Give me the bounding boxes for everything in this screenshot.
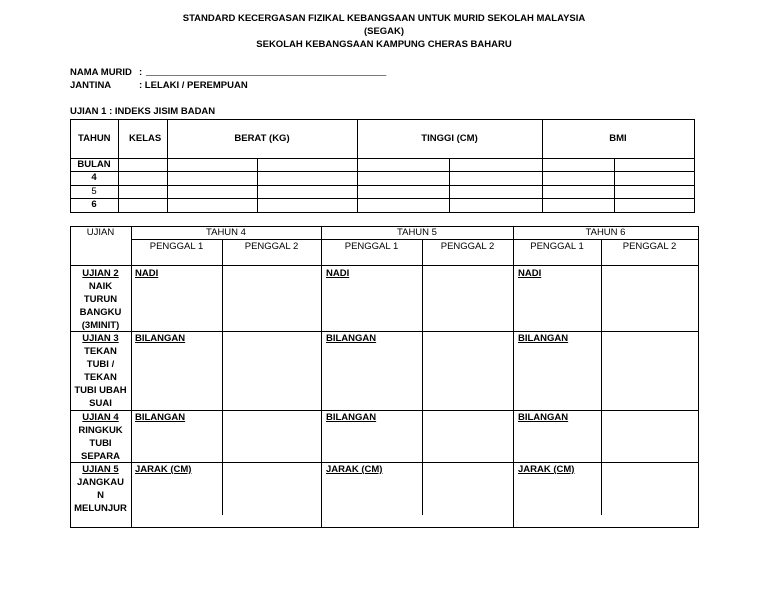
col-berat: BERAT (KG) (234, 133, 290, 144)
col-tahun-4: TAHUN 4 (206, 227, 246, 238)
test-name-line: (3MINIT) (81, 320, 120, 331)
measure-label: NADI (135, 268, 159, 279)
col-bmi: BMI (609, 133, 627, 144)
t5-penggal-1: PENGGAL 1 (344, 241, 399, 252)
test-ujian-2 (70, 267, 131, 332)
col-kelas: KELAS (129, 133, 162, 144)
test-name-line: TUBI (89, 438, 112, 449)
col-tahun: TAHUN (78, 133, 111, 144)
test-code: UJIAN 4 (82, 412, 119, 423)
measure-label: BILANGAN (518, 412, 569, 423)
test-name-line: TUBI UBAH (74, 385, 127, 396)
col-tinggi: TINGGI (CM) (421, 133, 478, 144)
school-name: SEKOLAH KEBANGSAAN KAMPUNG CHERAS BAHARU (256, 39, 512, 50)
col-tahun-6: TAHUN 6 (585, 227, 626, 238)
measure-label: BILANGAN (326, 412, 377, 423)
bmi-section-title: UJIAN 1 : INDEKS JISIM BADAN (70, 106, 216, 117)
test-name-line: BANGKU (79, 307, 122, 318)
gender-label: JANTINA (70, 80, 112, 91)
form-title: STANDARD KECERGASAN FIZIKAL KEBANGSAAN UNTUK MURID SEKOLAH MALAYSIA (182, 13, 586, 24)
test-name-line: TEKAN (84, 372, 117, 383)
row-year-4: 4 (91, 172, 97, 183)
test-name-line: TURUN (83, 294, 118, 305)
t6-penggal-2: PENGGAL 2 (622, 241, 677, 252)
test-code: UJIAN 2 (82, 268, 119, 279)
test-name-line: NAIK (88, 281, 113, 292)
test-name-line: RINGKUK (78, 425, 123, 436)
name-separator: : (139, 67, 143, 78)
measure-label: JARAK (CM) (326, 464, 383, 475)
test-name-line: N (97, 490, 104, 501)
test-ujian-5 (70, 463, 131, 515)
test-name-line: JANGKAU (77, 477, 124, 488)
test-name-line: TUBI / (86, 359, 115, 370)
t4-penggal-2: PENGGAL 2 (244, 241, 299, 252)
test-name-line: MELUNJUR (74, 503, 127, 514)
measure-label: BILANGAN (326, 333, 377, 344)
form-subtitle: (SEGAK) (363, 26, 405, 37)
test-name-line: SUAI (89, 398, 112, 409)
test-name-line: SEPARA (81, 451, 120, 462)
measure-label: BILANGAN (135, 333, 186, 344)
t6-penggal-1: PENGGAL 1 (530, 241, 584, 252)
name-field[interactable]: ______________________________________________________ (146, 67, 387, 76)
test-name-line: TEKAN (84, 346, 117, 357)
gender-options[interactable]: : LELAKI / PEREMPUAN (139, 80, 248, 91)
row-year-6: 6 (91, 199, 97, 210)
col-tahun-5: TAHUN 5 (397, 227, 437, 238)
col-ujian: UJIAN (86, 227, 115, 238)
measure-label: BILANGAN (518, 333, 569, 344)
measure-label: JARAK (CM) (518, 464, 575, 475)
test-ujian-3 (70, 332, 131, 410)
measure-label: NADI (518, 268, 542, 279)
t5-penggal-2: PENGGAL 2 (440, 241, 495, 252)
row-bulan: BULAN (77, 159, 111, 170)
row-year-5: 5 (91, 186, 97, 197)
name-label: NAMA MURID (70, 67, 132, 78)
test-code: UJIAN 5 (82, 464, 119, 475)
measure-label: NADI (326, 268, 350, 279)
test-ujian-4 (70, 411, 131, 463)
measure-label: BILANGAN (135, 412, 186, 423)
test-code: UJIAN 3 (82, 333, 119, 344)
t4-penggal-1: PENGGAL 1 (149, 241, 204, 252)
measure-label: JARAK (CM) (135, 464, 192, 475)
